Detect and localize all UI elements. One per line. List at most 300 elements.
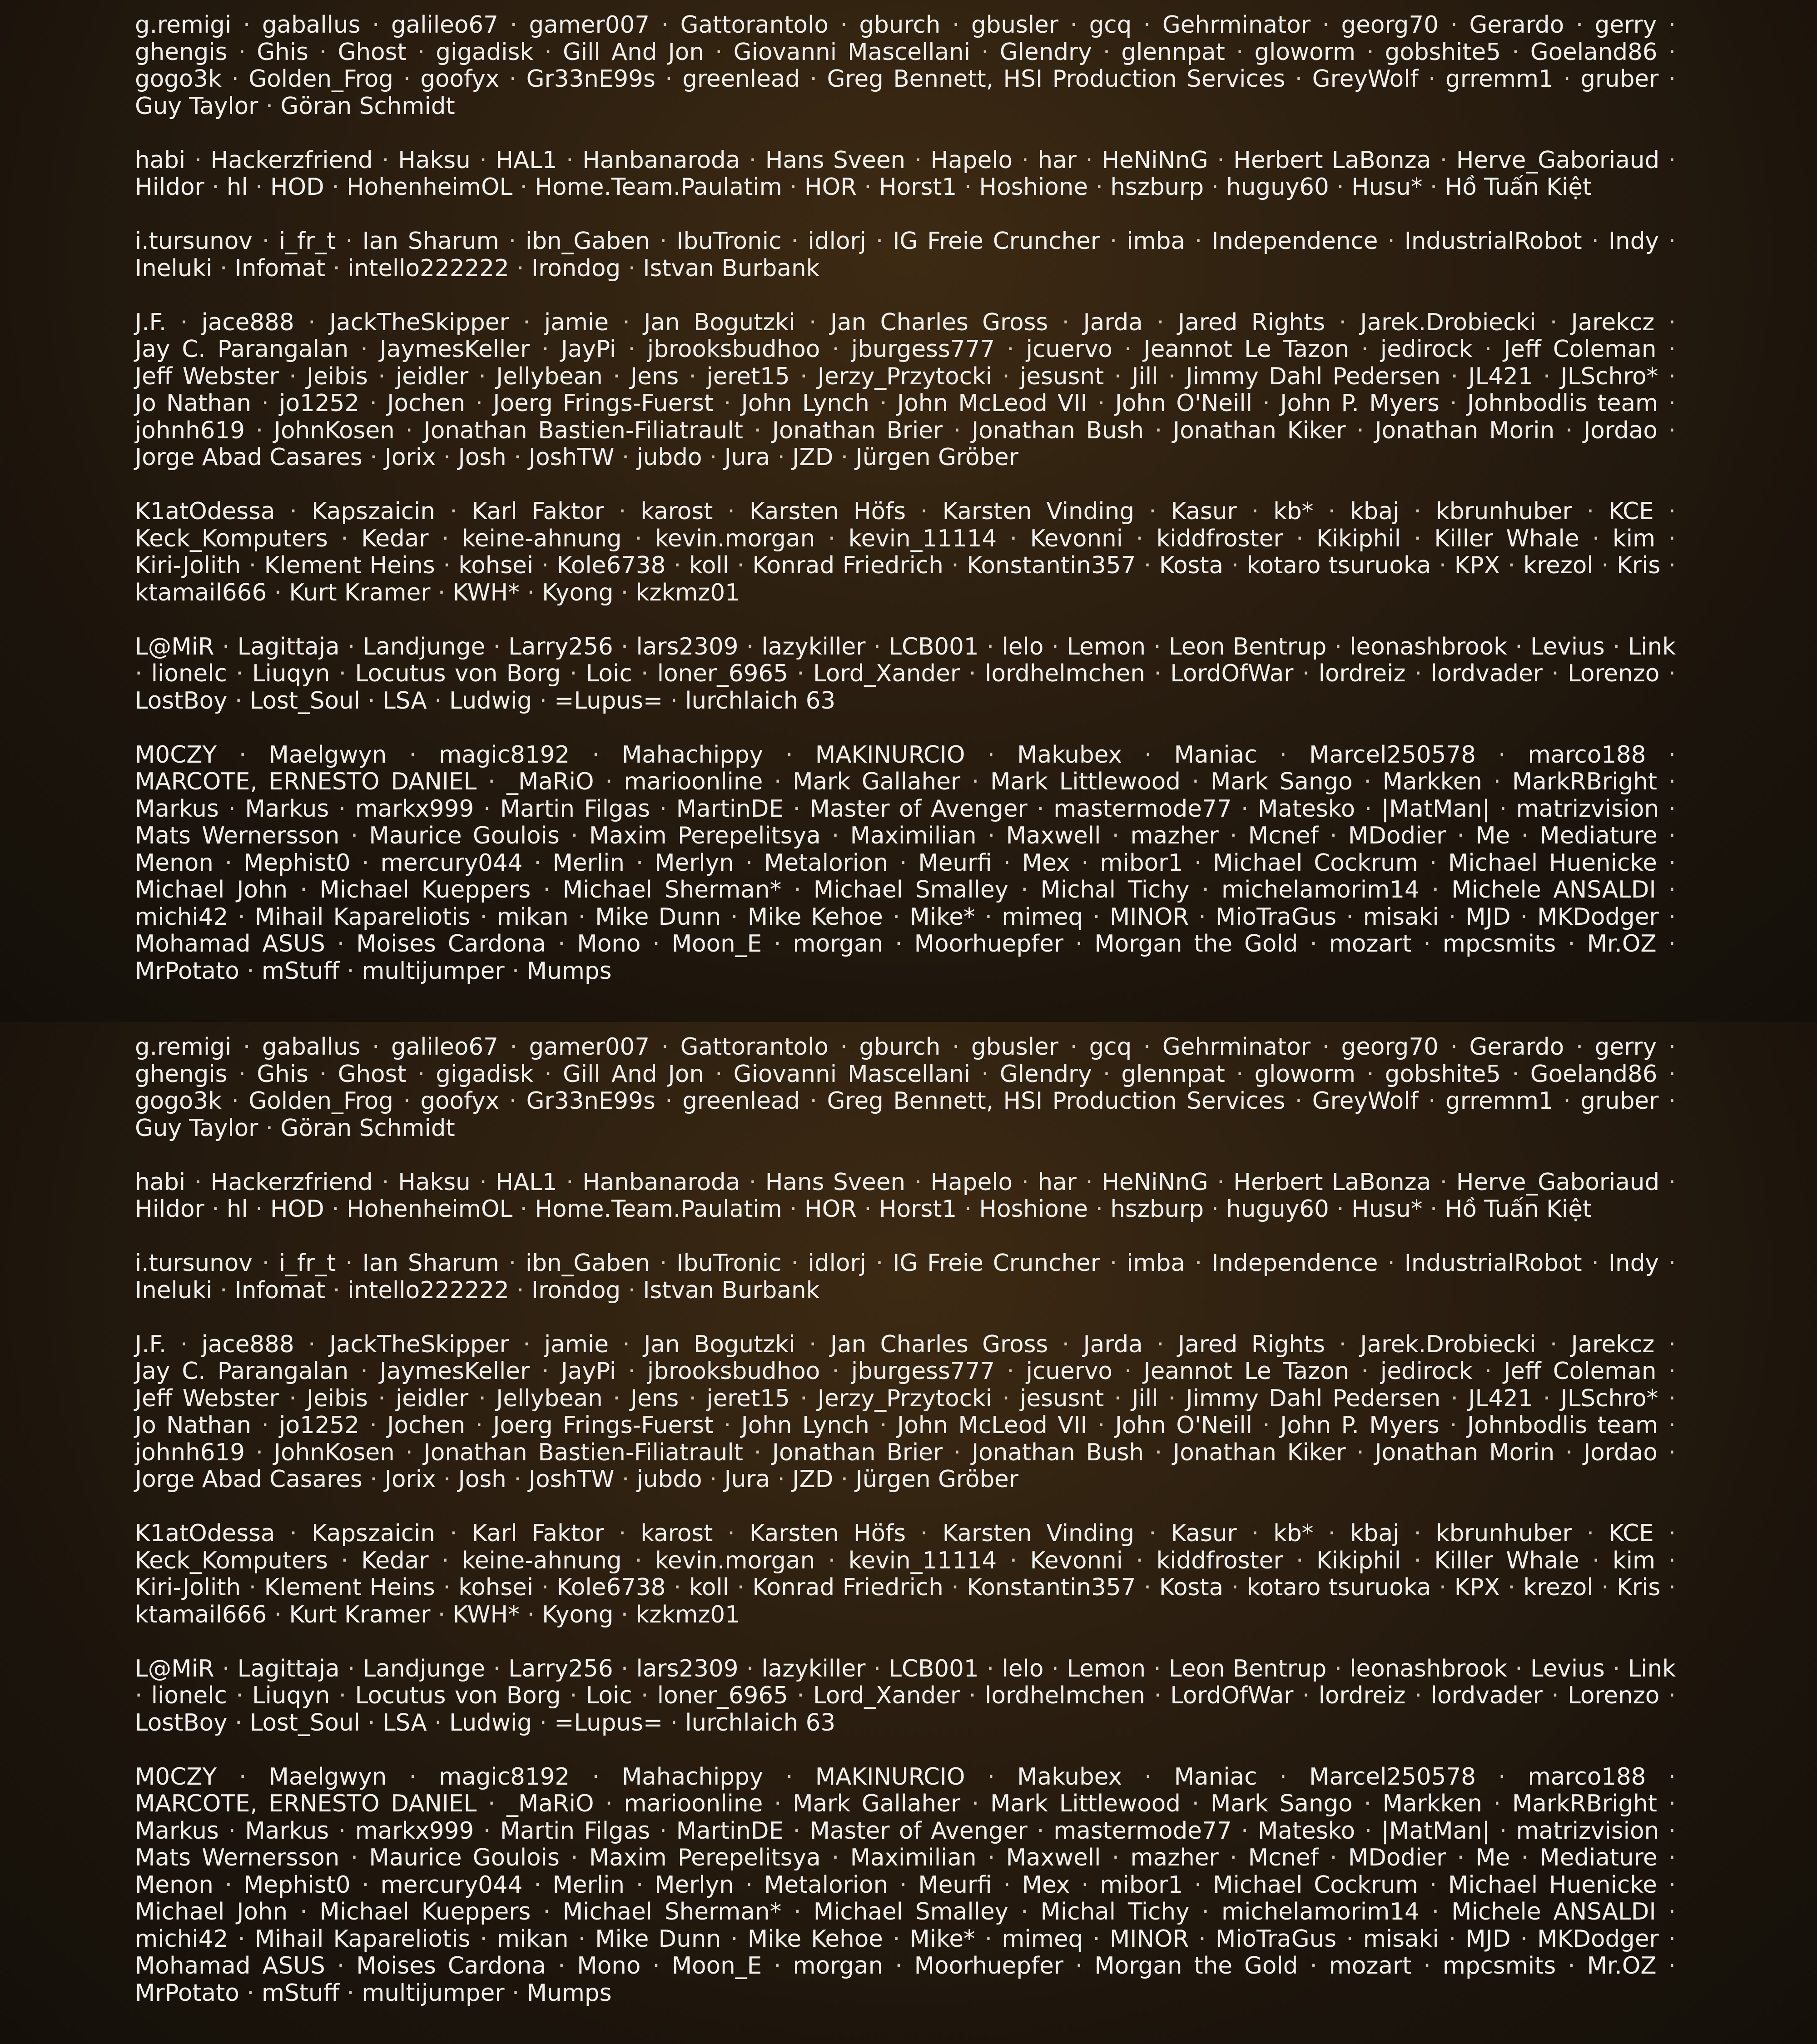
contributor-name: Jarek.Drobiecki [1360,308,1536,336]
contributor-name: L@MiR [135,1655,214,1682]
contributor-name: Jonathan Bastien-Filiatrault [423,1439,743,1466]
separator-dot: · [1515,633,1523,660]
contributor-name: Jürgen Gröber [855,1466,1019,1493]
separator-dot: · [1508,1574,1515,1601]
separator-dot: · [261,390,269,417]
contributor-name: Istvan Burbank [643,254,820,282]
contributor-name: Karsten Höfs [749,1520,906,1547]
contributor-name: Mark Littlewood [990,1790,1181,1817]
separator-dot: · [793,795,801,823]
contributor-name: Moon_E [671,930,762,958]
separator-dot: · [1484,1358,1492,1385]
separator-dot: · [1512,1060,1519,1088]
separator-dot: · [222,1655,230,1682]
contributor-name: Jeannot Le Tazon [1143,1358,1350,1385]
separator-dot: · [1194,228,1202,255]
separator-dot: · [1194,849,1202,877]
contributor-name: Michal Tichy [1040,1898,1190,1925]
contributor-name: misaki [1363,1925,1439,1953]
separator-dot: · [1154,1439,1162,1466]
contributor-name: Kikiphil [1316,525,1401,552]
contributor-name: Göran Schmidt [280,1114,455,1142]
separator-dot: · [828,1547,836,1574]
separator-dot: · [1095,174,1103,201]
contributor-name: Jan Charles Gross [830,308,1048,336]
contributor-name: georg70 [1341,11,1439,39]
separator-dot: · [1007,1358,1014,1385]
separator-dot: · [1431,876,1440,903]
separator-dot: · [987,822,995,849]
credits-group [135,498,1676,606]
separator-dot: · [791,228,799,255]
separator-dot: · [659,1817,667,1845]
contributor-name: Ludwig [449,687,532,714]
contributor-name: Maxwell [1006,822,1101,849]
separator-dot: · [1231,552,1239,579]
contributor-name: har [1038,1168,1077,1196]
separator-dot: · [493,633,501,660]
separator-dot: · [1612,1655,1620,1682]
contributor-name: Klement Heins [264,552,435,579]
contributor-name: lelo [1002,633,1044,660]
contributor-name: Maelgwyn [268,741,387,769]
separator-dot: · [622,308,630,336]
contributor-name: mastermode77 [1053,1817,1232,1845]
contributor-name: Kosta [1159,1574,1224,1601]
separator-dot: · [1668,65,1676,93]
contributor-name: Michael Kueppers [319,1898,531,1925]
contributor-name: Jonathan Morin [1375,1439,1555,1466]
contributor-name: Makubex [1017,741,1122,769]
contributor-name: Jeibis [306,362,368,390]
contributor-name: Kapszaicin [311,498,436,525]
contributor-name: Jerzy_Przytocki [817,362,993,390]
contributor-name: Herbert LaBonza [1233,1168,1431,1196]
credits-group [135,1764,1676,2007]
separator-dot: · [689,362,696,390]
credits-group [135,1520,1676,1628]
contributor-name: HeNiNnG [1102,146,1208,174]
contributor-name: gigadisk [436,38,534,66]
separator-dot: · [893,903,900,931]
separator-dot: · [1575,11,1584,39]
contributor-name: gobshite5 [1385,38,1501,66]
separator-dot: · [709,444,717,471]
contributor-name: JZD [792,444,834,471]
contributor-name: John McLeod VII [897,390,1087,417]
contributor-name: Jonathan Brier [772,1439,943,1466]
contributor-name: =Lupus= [554,1709,663,1736]
contributor-name: Ineluki [135,1276,213,1304]
contributor-name: mpcsmits [1442,930,1556,958]
separator-dot: · [1601,552,1609,579]
contributor-name: Mihail Kapareliotis [254,1925,471,1953]
contributor-name: jbrooksbudhoo [647,336,820,363]
separator-dot: · [968,660,976,687]
contributor-name: Jochen [387,390,466,417]
separator-dot: · [1430,1196,1438,1223]
separator-dot: · [1668,1250,1676,1277]
contributor-name: John Lynch [741,390,869,417]
contributor-name: ghengis [135,38,228,66]
contributor-name: Michele ANSALDI [1451,1898,1656,1925]
contributor-name: gburch [859,11,941,39]
contributor-name: Mike* [909,903,975,931]
contributor-name: Golden_Frog [248,65,393,93]
separator-dot: · [1520,903,1528,931]
separator-dot: · [1143,552,1152,579]
separator-dot: · [831,822,839,849]
separator-dot: · [1414,525,1421,552]
contributor-name: Mono [577,930,641,958]
contributor-name: JackTheSkipper [329,308,509,336]
contributor-name: Hoshione [979,1196,1088,1223]
contributor-name: Hapelo [930,1168,1013,1196]
contributor-name: Mcnef [1248,1844,1319,1871]
contributor-name: MKDodger [1537,1925,1659,1953]
contributor-name: Mediature [1539,822,1658,849]
contributor-name: HOR [804,174,857,201]
separator-dot: · [539,687,547,714]
separator-dot: · [274,579,282,606]
separator-dot: · [493,1655,501,1682]
contributor-name: kb* [1273,1520,1314,1547]
separator-dot: · [831,1844,839,1871]
separator-dot: · [1586,1520,1594,1547]
contributor-name: hl [226,1196,248,1223]
contributor-name: Goeland86 [1530,38,1658,66]
contributor-name: Hildor [135,174,204,201]
credits-pane-bottom[interactable] [0,1022,1817,2044]
separator-dot: · [1668,1439,1676,1466]
separator-dot: · [774,930,781,958]
separator-dot: · [274,1601,282,1628]
separator-dot: · [372,1033,380,1061]
contributor-name: MarkRBright [1512,1790,1657,1817]
separator-dot: · [523,1330,531,1358]
separator-dot: · [1521,822,1529,849]
contributor-name: ktamail666 [135,579,267,606]
separator-dot: · [224,1871,233,1899]
separator-dot: · [986,633,994,660]
separator-dot: · [571,1844,578,1871]
separator-dot: · [832,1358,839,1385]
contributor-name: Mike Kehoe [747,1925,883,1953]
contributor-name: Loic [586,1682,632,1709]
credits-group [135,634,1676,715]
contributor-name: Gr33nE99s [526,1087,655,1115]
separator-dot: · [1612,633,1620,660]
contributor-name: Levius [1530,1655,1605,1682]
contributor-name: Kurt Kramer [289,579,431,606]
contributor-name: Merlin [552,849,625,877]
separator-dot: · [1251,498,1259,525]
separator-dot: · [774,1952,781,1980]
contributor-name: Me [1475,1844,1510,1871]
contributor-name: Karl Faktor [472,1520,604,1547]
separator-dot: · [382,146,389,174]
separator-dot: · [737,552,745,579]
separator-dot: · [1423,1952,1431,1980]
separator-dot: · [1002,1384,1010,1412]
contributor-name: michelamorim14 [1221,876,1420,903]
contributor-name: lars2309 [636,633,739,660]
contributor-name: Joerg Frings-Fuerst [493,1412,714,1439]
separator-dot: · [1194,1871,1202,1899]
separator-dot: · [1668,38,1676,66]
contributor-name: LordOfWar [1170,660,1294,687]
separator-dot: · [785,1763,793,1791]
contributor-name: Jeibis [306,1384,368,1412]
contributor-name: Kosta [1159,552,1224,579]
contributor-name: Jellybean [496,362,603,390]
contributor-name: Morgan the Gold [1094,930,1298,958]
separator-dot: · [1668,741,1676,769]
contributor-name: glennpat [1121,1060,1225,1088]
contributor-name: mozart [1329,930,1412,958]
separator-dot: · [1229,1844,1237,1871]
separator-dot: · [1520,1925,1528,1953]
contributor-name: jo1252 [279,1412,360,1439]
separator-dot: · [1062,308,1070,336]
separator-dot: · [1668,1358,1676,1385]
separator-dot: · [180,308,188,336]
contributor-name: J.F. [135,308,167,336]
separator-dot: · [864,174,872,201]
contributor-name: JoshTW [528,1466,615,1493]
contributor-name: Maurice Goulois [369,1844,560,1871]
contributor-name: Jay C. Parangalan [135,1358,349,1385]
contributor-name: gcq [1089,11,1132,39]
contributor-name: John O'Neill [1115,390,1253,417]
separator-dot: · [920,1520,928,1547]
separator-dot: · [1143,1033,1151,1061]
separator-dot: · [1217,1168,1225,1196]
contributor-name: Jens [630,1384,679,1412]
separator-dot: · [520,1196,527,1223]
separator-dot: · [1668,1060,1676,1088]
contributor-name: Lorenzo [1568,1682,1660,1709]
contributor-name: kevin_11114 [848,1547,997,1574]
contributor-name: jubdo [636,1466,702,1493]
contributor-name: kb* [1273,498,1314,525]
contributor-name: Michael John [135,876,288,903]
separator-dot: · [369,1412,377,1439]
separator-dot: · [622,1330,630,1358]
separator-dot: · [1051,1655,1059,1682]
separator-dot: · [951,1574,959,1601]
separator-dot: · [754,417,762,444]
separator-dot: · [1021,876,1028,903]
separator-dot: · [509,65,517,93]
contributor-name: Karsten Vinding [942,1520,1135,1547]
separator-dot: · [1591,228,1599,255]
contributor-name: Greg Bennett, HSI Production Services [827,65,1286,93]
separator-dot: · [348,1655,355,1682]
contributor-name: kohsei [458,552,534,579]
separator-dot: · [1328,1520,1335,1547]
separator-dot: · [1144,1763,1152,1791]
contributor-name: Leon Bentrup [1169,633,1327,660]
separator-dot: · [442,525,449,552]
contributor-name: MARCOTE, ERNESTO DANIEL [135,1790,477,1817]
contributor-name: Husu* [1351,1196,1423,1223]
separator-dot: · [1668,1898,1676,1925]
contributor-name: Hồ Tuấn Kiệt [1445,1196,1592,1223]
contributor-name: Karsten Höfs [749,498,906,525]
contributor-name: mikan [496,903,569,931]
separator-dot: · [1565,1439,1573,1466]
contributor-name: mastermode77 [1053,795,1232,823]
separator-dot: · [1241,795,1249,823]
contributor-name: Giovanni Mascellani [733,1060,971,1088]
contributor-name: Jared Rights [1178,1330,1326,1358]
contributor-name: Mike Dunn [595,903,721,931]
separator-dot: · [135,1682,143,1709]
contributor-name: Mark Gallaher [793,1790,961,1817]
separator-dot: · [308,308,316,336]
separator-dot: · [289,362,297,390]
separator-dot: · [1109,228,1117,255]
contributor-name: Mohamad ASUS [135,1952,325,1980]
separator-dot: · [618,1520,626,1547]
contributor-name: michelamorim14 [1221,1898,1420,1925]
separator-dot: · [337,1952,345,1980]
contributor-name: lordreiz [1318,660,1406,687]
contributor-name: Jürgen Gröber [855,444,1019,471]
separator-dot: · [621,633,629,660]
separator-dot: · [1668,1412,1676,1439]
contributor-name: Mats Wernersson [135,1844,340,1871]
contributor-name: HeNiNnG [1102,1168,1208,1196]
separator-dot: · [1668,11,1676,39]
separator-dot: · [370,1466,377,1493]
separator-dot: · [899,1871,907,1899]
separator-dot: · [541,1358,549,1385]
contributor-name: GreyWolf [1312,65,1419,93]
contributor-name: Gerardo [1469,11,1564,39]
contributor-name: MJD [1465,903,1511,931]
contributor-name: Jarda [1083,308,1143,336]
contributor-name: Göran Schmidt [280,92,455,120]
separator-dot: · [1112,1844,1120,1871]
separator-dot: · [875,228,884,255]
contributor-name: Locutus von Borg [355,660,561,687]
separator-dot: · [635,1547,642,1574]
contributor-name: LSA [382,687,427,714]
contributor-name: gcq [1089,1033,1132,1061]
separator-dot: · [236,1682,243,1709]
contributor-name: Kyong [542,579,614,606]
separator-dot: · [745,849,753,877]
contributor-name: Jeannot Le Tazon [1143,336,1350,363]
contributor-name: krezol [1523,552,1594,579]
contributor-name: mStuff [261,957,340,985]
contributor-name: GreyWolf [1312,1087,1419,1115]
separator-dot: · [1092,1925,1100,1953]
contributor-name: Jan Bogutzki [644,308,795,336]
contributor-name: Moon_E [671,1952,762,1980]
separator-dot: · [1592,1547,1600,1574]
contributor-name: JohnKosen [273,1439,395,1466]
separator-dot: · [1097,390,1105,417]
contributor-name: jcuervo [1026,336,1112,363]
contributor-name: IbuTronic [676,1250,782,1277]
separator-dot: · [1448,903,1456,931]
separator-dot: · [372,11,380,39]
contributor-name: karost [640,1520,713,1547]
separator-dot: · [1387,1250,1395,1277]
contributor-name: MrPotato [135,1979,239,2007]
contributor-name: Merlin [552,1871,625,1899]
separator-dot: · [1262,1412,1270,1439]
contributor-name: Mihail Kapareliotis [254,903,471,931]
contributor-name: Jeff Coleman [1504,336,1657,363]
contributor-name: Killer Whale [1434,525,1579,552]
separator-dot: · [578,903,586,931]
separator-dot: · [1592,525,1600,552]
contributor-name: Kasur [1171,1520,1237,1547]
contributor-name: Konstantin357 [967,1574,1136,1601]
separator-dot: · [621,1466,630,1493]
separator-dot: · [652,1952,660,1980]
contributor-name: Menon [135,1871,213,1899]
contributor-name: MARCOTE, ERNESTO DANIEL [135,768,477,795]
contributor-name: mazher [1130,822,1219,849]
contributor-name: Golden_Frog [248,1087,393,1115]
separator-dot: · [350,1844,358,1871]
contributor-name: johnh619 [135,1439,245,1466]
contributor-name: Jens [630,362,679,390]
contributor-name: Michael John [135,1898,288,1925]
contributor-name: KWH* [452,579,520,606]
contributor-name: Landjunge [362,1655,486,1682]
contributor-name: jedirock [1380,336,1473,363]
contributor-name: KCE [1608,498,1654,525]
separator-dot: · [236,660,243,687]
separator-dot: · [534,849,541,877]
separator-dot: · [338,660,347,687]
contributor-name: Gehrminator [1162,11,1311,39]
contributor-name: Ian Sharum [362,1250,499,1277]
contributor-name: Moorhuepfer [914,930,1064,958]
separator-dot: · [1414,660,1422,687]
contributor-name: Me [1475,822,1510,849]
contributor-name: habi [135,146,186,174]
separator-dot: · [1154,417,1162,444]
separator-dot: · [539,1709,547,1736]
separator-dot: · [510,11,517,39]
contributor-name: i.tursunov [135,1250,253,1277]
separator-dot: · [478,1384,486,1412]
contributor-name: Keck_Komputers [135,525,328,552]
separator-dot: · [1668,417,1676,444]
contributor-name: MDodier [1348,822,1446,849]
contributor-name: Indy [1608,1250,1659,1277]
contributor-name: =Lupus= [554,687,663,714]
separator-dot: · [730,903,738,931]
separator-dot: · [1450,1412,1457,1439]
separator-dot: · [1157,1330,1164,1358]
contributor-name: gobshite5 [1385,1060,1501,1088]
separator-dot: · [659,795,667,823]
separator-dot: · [1322,11,1330,39]
separator-dot: · [255,174,263,201]
contributor-name: Jimmy Dahl Pedersen [1186,362,1441,390]
separator-dot: · [1191,1790,1200,1817]
contributor-name: JaymesKeller [379,1358,530,1385]
separator-dot: · [1364,1790,1371,1817]
